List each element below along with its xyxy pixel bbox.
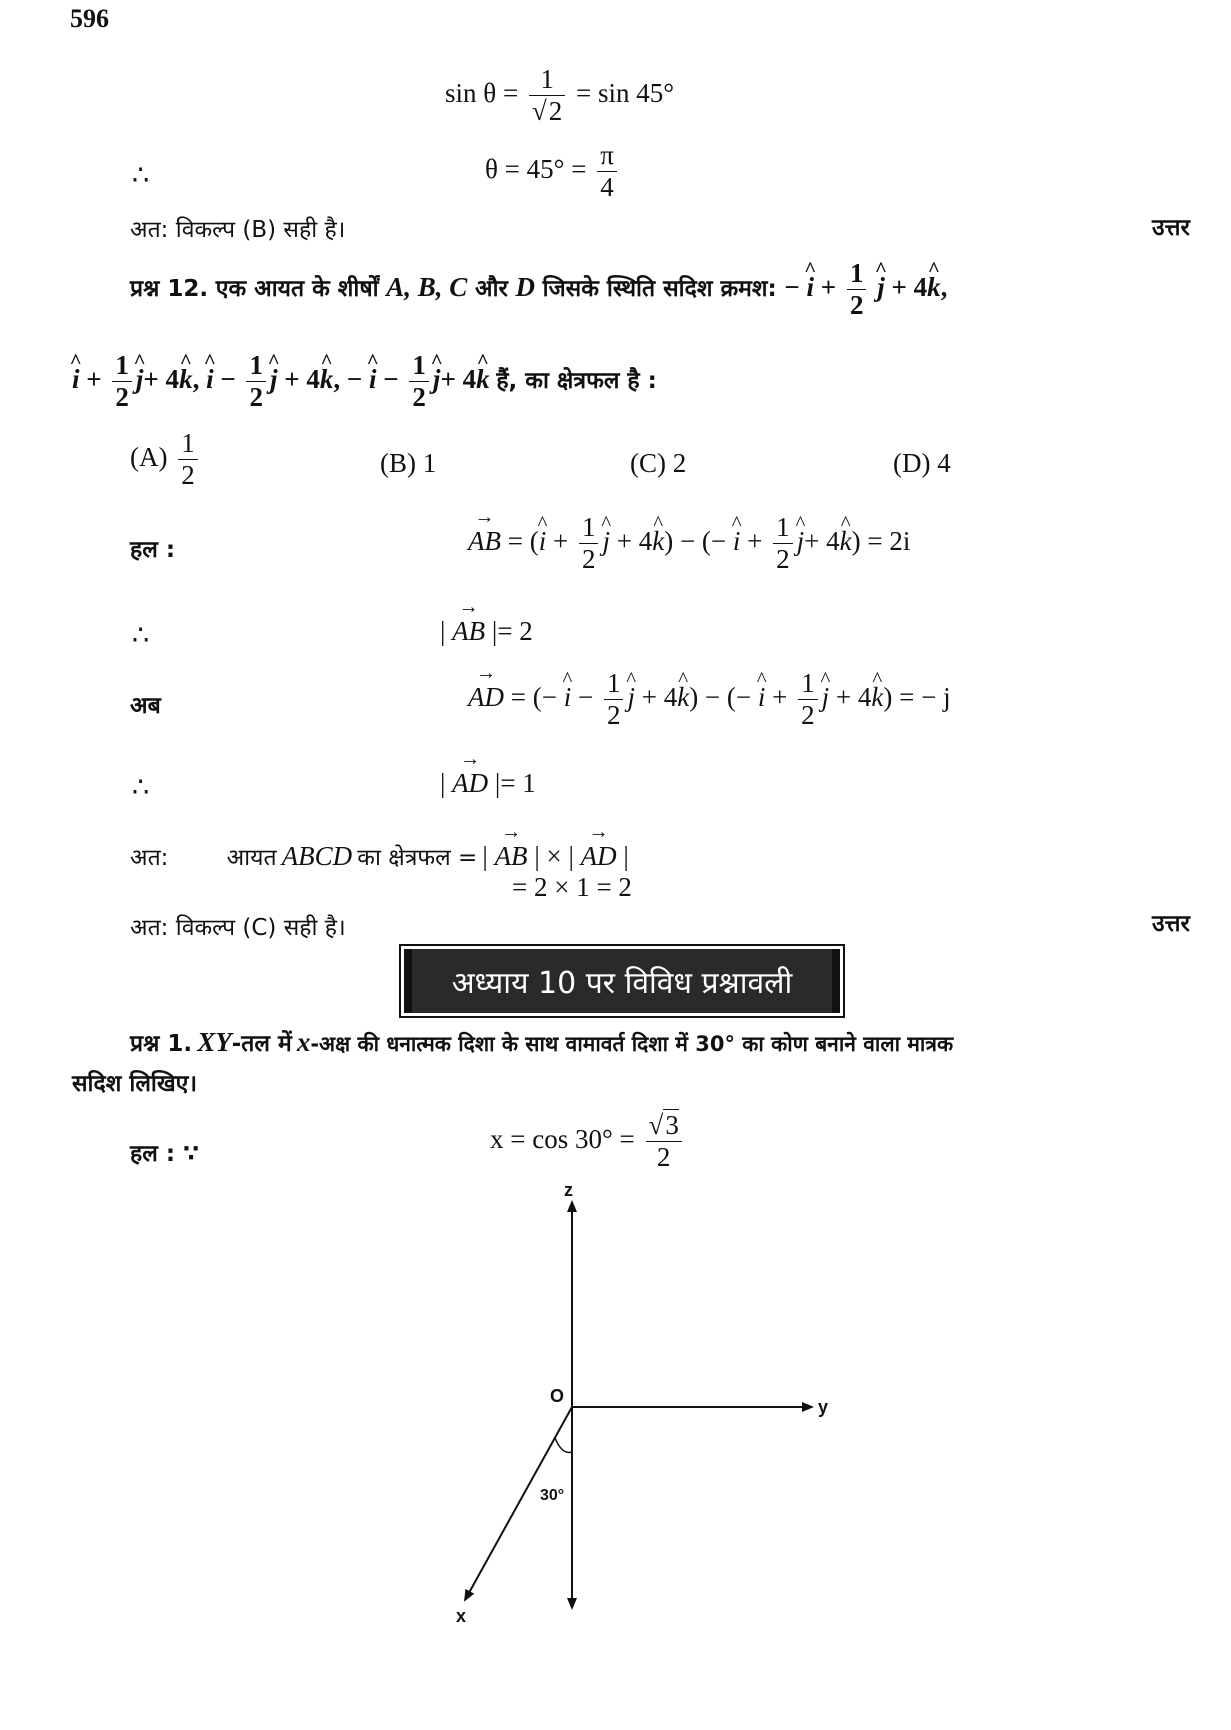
ad-equation: → AD = (− ^ i − $\frac{1}{2}$ ^ j + 4^ k) − (− ^ i + $\frac{1}{2}$ ^ j + 4^ k) = − j [468,668,951,731]
option-b: (B) 1 [380,448,437,478]
area-formula: | → AB | × | → AD | [482,841,628,871]
ad-vector: → AD [468,682,504,713]
option-d: (D) 4 [893,448,951,478]
misc-q1-xy: XY [197,1027,232,1057]
pi-fraction [597,140,617,203]
cos-lhs: x = cos 30° = [490,1123,635,1154]
sin-rhs: = sin 45° [576,77,675,108]
angle-label: 30° [540,1487,565,1504]
x-label: x [456,1606,467,1626]
conclusion-c: अत: विकल्प (C) सही है। [130,915,346,941]
theta-equation [485,140,621,203]
q12-vec-b: ^ i + $\frac{1}{2}$ ^ j+ 4^ k, [72,364,199,394]
area-text2: का क्षेत्रफल = [357,845,478,871]
q12-aur: और [474,275,508,302]
therefore-2: ∴ [132,772,150,802]
q12-vertex-d: D [515,271,536,302]
sin-fraction [529,64,565,127]
pi-num: π [597,140,617,172]
cos-fraction: $\frac{√3}{2}$ [646,1110,682,1173]
option-a [130,428,202,491]
cos-equation [490,1110,686,1173]
answer-tag-2: उत्तर [1152,911,1190,937]
area-abcd: ABCD [281,841,353,871]
axis-diagram [400,1170,860,1630]
ab-label: अब [130,693,161,719]
q12-text2: जिसके स्थिति सदिश क्रमश: [542,275,777,302]
y-label: y [818,1397,829,1417]
ab-result: = 2i [867,525,911,556]
therefore-1: ∴ [132,620,150,650]
chapter-banner [404,949,840,1013]
theta-lhs: θ = 45° = [485,153,587,184]
angle-arc [555,1438,572,1452]
q12-vec-d: − ^ i − $\frac{1}{2}$ ^ j+ 4^ k [347,364,490,394]
origin-label: O [550,1386,565,1406]
q12-hal: हल : [130,537,176,563]
ab-magnitude: | → AB |= 2 [440,616,533,647]
q12-vec-c: ^ i − $\frac{1}{2}$ ^ j + 4^ k, [206,364,340,394]
z-label: z [564,1180,573,1200]
option-a-label: (A) [130,441,168,472]
misc-q1-line2: सदिश लिखिए। [72,1071,198,1097]
sin-num: 1 [529,64,565,96]
conclusion-b: अत: विकल्प (B) सही है। [130,217,346,243]
pi-den: 4 [600,172,614,203]
q12-vertices: A, B, C [386,271,468,302]
ad-magnitude: | → AD |= 1 [440,768,536,799]
banner-title: अध्याय 10 पर विविध प्रश्नावली [451,965,793,1001]
area-line2: = 2 × 1 = 2 [512,872,632,902]
ab-vector: → AB [468,526,501,557]
q12-line2 [72,350,657,413]
therefore-symbol: ∴ [132,160,150,190]
sin-lhs: sin θ = [445,77,519,108]
misc-q1-line1: प्रश्न 1. XY-तल में x-अक्ष की धनात्मक दिशा के साथ वामावर्त दिशा में 30° का कोण बनाने वाला मात्रक [130,1027,954,1057]
misc-q1-hal: हल : ∵ [130,1141,200,1167]
option-a-fraction: $\frac{1}{2}$ [178,428,198,491]
q12-line1 [130,258,947,321]
page-number: 596 [70,4,109,33]
q12-text: एक आयत के शीर्षों [215,275,379,302]
ad-result: = − j [899,681,951,712]
answer-tag-1: उत्तर [1152,215,1190,241]
q12-text3: हैं, का क्षेत्रफल है : [496,367,657,394]
q12-label: प्रश्न 12. [130,275,209,302]
area-atah: अत: [130,845,169,871]
q12-vec-a: − ^ i + $\frac{1}{2}$ ^ j + 4^ k, [784,272,947,302]
area-line1 [130,840,629,872]
misc-q1-label: प्रश्न 1. [130,1031,193,1057]
ab-equation: → AB = (^ i + $\frac{1}{2}$ ^ j + 4^ k) − (− ^ i + $\frac{1}{2}$ ^ j+ 4^ k) = 2i [468,512,910,575]
area-text: आयत [226,845,277,871]
sin-den: √2 [531,96,563,127]
misc-q1-x: x [296,1027,311,1057]
sin-equation [445,64,674,127]
option-c: (C) 2 [630,448,687,478]
